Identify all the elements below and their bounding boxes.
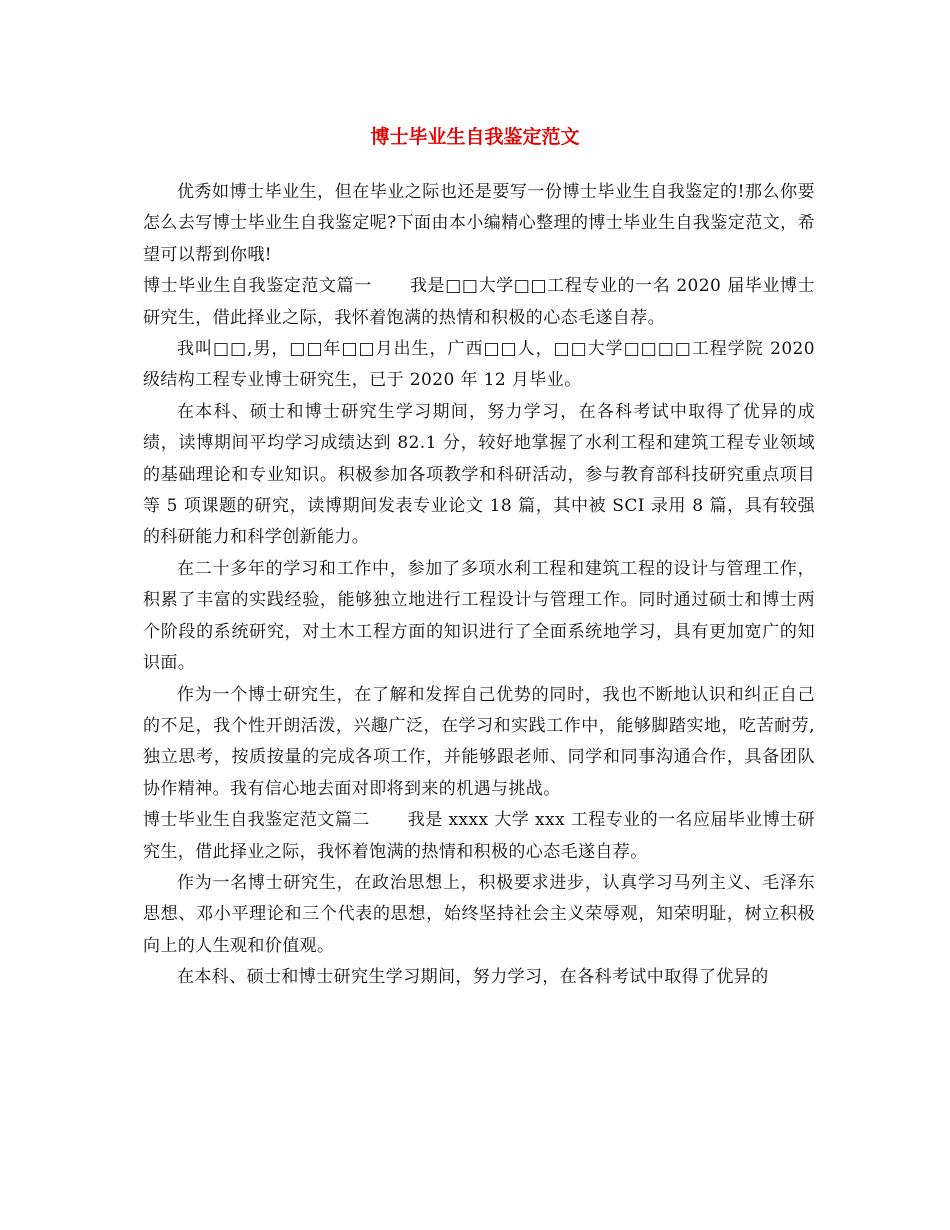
- paragraph-study-continued: 在本科、硕士和博士研究生学习期间，努力学习，在各科考试中取得了优异的: [177, 967, 769, 988]
- paragraph-personality: 作为一个博士研究生，在了解和发挥自己优势的同时，我也不断地认识和纠正自己的不足，我个性开朗活泼，兴趣广泛，在学习和实践工作中，能够脚踏实地，吃苦耐劳,独立思考，按质按量的完成各项工作，并能够跟老师、同学和同事沟通合作，具备团队协作精神。我有信心地去面对即将到来的机遇与挑战。: [143, 684, 815, 799]
- section-heading-one: 博士毕业生自我鉴定范文篇一: [143, 276, 372, 297]
- paragraph-section-two: [143, 805, 815, 868]
- paragraph-section-one: [143, 271, 815, 334]
- paragraph-intro: 优秀如博士毕业生，但在毕业之际也还是要写一份博士毕业生自我鉴定的!那么你要怎么去写博士毕业生自我鉴定呢?下面由本小编精心整理的博士毕业生自我鉴定范文，希望可以帮到你哦!: [143, 182, 815, 265]
- document-body: [143, 177, 815, 994]
- section-heading-two: 博士毕业生自我鉴定范文篇二: [143, 810, 370, 831]
- paragraph-personal-info: 我叫□□,男，□□年□□月出生，广西□□人，□□大学□□□□工程学院 2020 级结构工程专业博士研究生，已于 2020 年 12 月毕业。: [143, 339, 815, 391]
- paragraph-work-experience: 在二十多年的学习和工作中，参加了多项水利工程和建筑工程的设计与管理工作，积累了丰富的实践经验，能够独立地进行工程设计与管理工作。同时通过硕士和博士两个阶段的系统研究，对土木工程方面的知识进行了全面系统地学习，具有更加宽广的知识面。: [143, 558, 815, 674]
- paragraph-study: 在本科、硕士和博士研究生学习期间，努力学习，在各科考试中取得了优异的成绩，读博期间平均学习成绩达到 82.1 分，较好地掌握了水利工程和建筑工程专业领域的基础理论和专业知识。积极参加各项教学和科研活动，参与教育部科技研究重点项目等 5 项课题的研究，读博期间发表专业论文 18 篇，其中被 SCI 录用 8 篇，具有较强的科研能力和科学创新能力。: [143, 401, 815, 548]
- section-two-opening: 我是 xxxx 大学 xxx 工程专业的一名应届毕业博士研究生，借此择业之际，我怀着饱满的热情和积极的心态毛遂自荐。: [143, 810, 815, 862]
- section-one-opening: 我是□□大学□□工程专业的一名 2020 届毕业博士研究生，借此择业之际，我怀着饱满的热情和积极的心态毛遂自荐。: [143, 276, 816, 328]
- paragraph-politics: 作为一名博士研究生，在政治思想上，积极要求进步，认真学习马列主义、毛泽东思想、邓小平理论和三个代表的思想，始终坚持社会主义荣辱观，知荣明耻，树立积极向上的人生观和价值观。: [143, 872, 815, 956]
- document-title: 博士毕业生自我鉴定范文: [370, 126, 580, 148]
